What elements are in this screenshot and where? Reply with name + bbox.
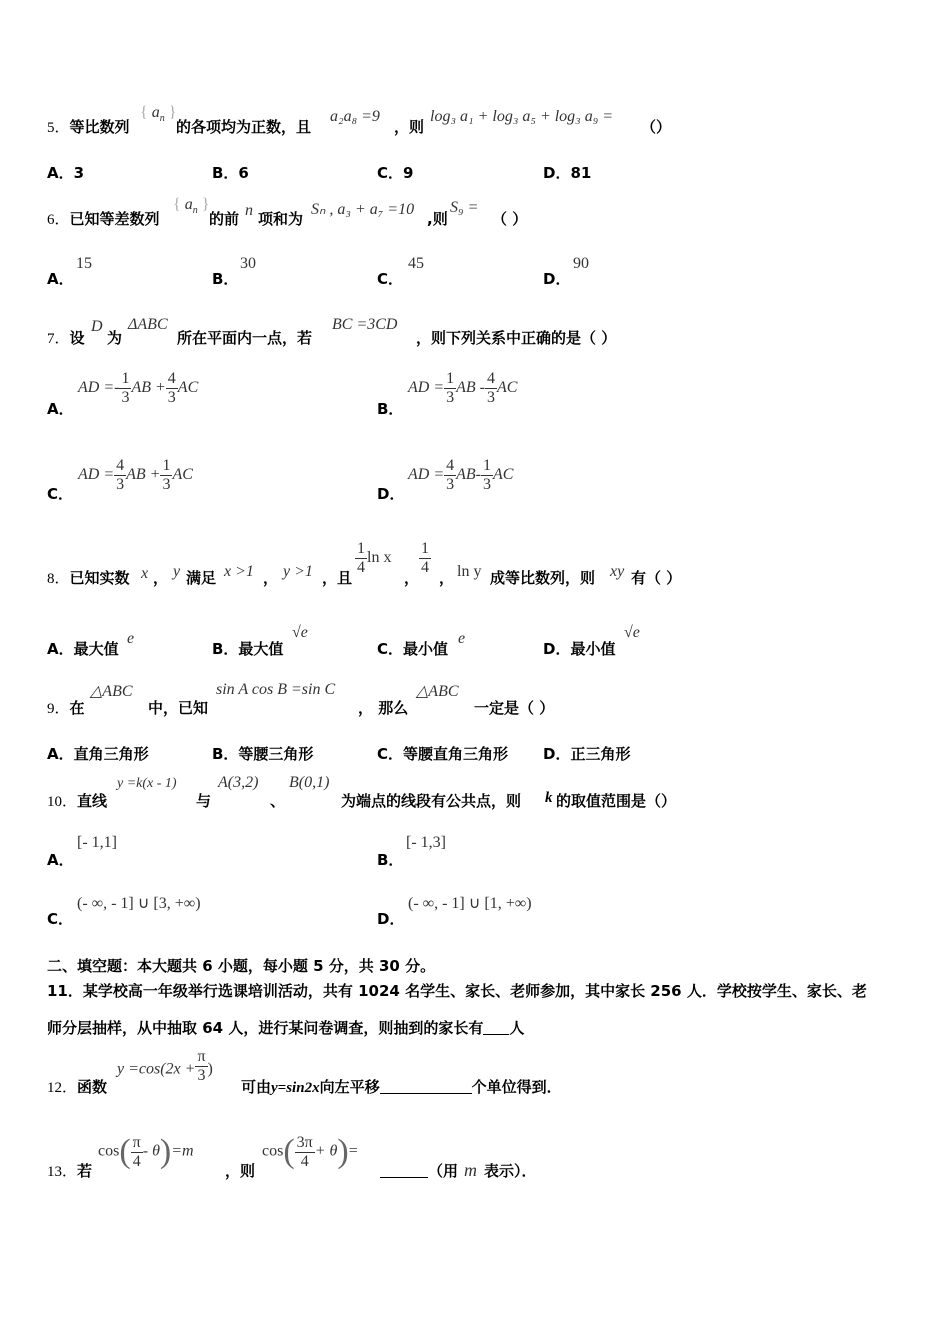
q8-text4: ， bbox=[263, 569, 279, 587]
q7-b-coef1: 1 bbox=[446, 370, 455, 387]
q12-func-math bbox=[117, 1048, 213, 1084]
q10-option-c-label[interactable]: C． bbox=[47, 910, 74, 928]
q10-line-math: y =k(x - 1) bbox=[117, 776, 177, 791]
q10-option-d-label[interactable]: D． bbox=[377, 910, 405, 928]
q13-f1-den: 4 bbox=[132, 1152, 141, 1170]
q8-f1-num: 1 bbox=[357, 540, 365, 557]
q7-d-end: AC bbox=[493, 465, 514, 483]
q9-number: 9． bbox=[47, 701, 70, 717]
q6-text2: 的前 bbox=[209, 210, 240, 228]
q13-f1-num: π bbox=[132, 1133, 141, 1151]
q10-option-c-value[interactable]: (- ∞, - 1] ∪ [3, +∞) bbox=[77, 895, 201, 912]
q7-triangle-math: ΔABC bbox=[128, 316, 168, 333]
q11-line2-text: 师分层抽样，从中抽取 64 人，进行某问卷调查，则抽到的家长有 bbox=[47, 1019, 484, 1037]
q9-text1: 在 bbox=[69, 699, 85, 717]
q6-text3: 项和为 bbox=[258, 210, 304, 228]
q8-text2: ， bbox=[153, 569, 169, 587]
q8-xy-math: xy bbox=[610, 563, 625, 580]
q7-b-mid: AB - bbox=[456, 378, 485, 396]
q10-option-d-value[interactable]: (- ∞, - 1] ∪ [1, +∞) bbox=[408, 895, 532, 912]
q7-number: 7． bbox=[47, 331, 70, 347]
q7-text1: 设 bbox=[69, 329, 85, 347]
q7-a-den2: 3 bbox=[167, 388, 176, 406]
q8-option-c-value: e bbox=[458, 630, 466, 647]
q7-d-coef2: 1 bbox=[483, 457, 491, 474]
q5-option-b[interactable]: B．6 bbox=[212, 164, 249, 182]
q13-cos2: cos bbox=[262, 1142, 284, 1160]
q13-number: 13． bbox=[47, 1164, 78, 1180]
q12-number: 12． bbox=[47, 1080, 78, 1096]
q10-option-b-value[interactable]: [- 1,3] bbox=[406, 834, 446, 851]
q12-sin-func: y=sin2x bbox=[271, 1080, 320, 1096]
q7-option-b-math[interactable] bbox=[408, 370, 517, 406]
q7-a-mid: AB + bbox=[131, 378, 166, 396]
q10-point-b-math: B(0,1) bbox=[289, 774, 330, 791]
q12-frac-num: π bbox=[197, 1048, 206, 1065]
q12-func-rparen: ) bbox=[207, 1060, 213, 1078]
q8-text9: 有（ ） bbox=[631, 569, 682, 587]
q9-text3: ， 那么 bbox=[358, 699, 409, 717]
q8-f1-tail: ln x bbox=[367, 548, 392, 566]
q8-option-b-value: √e bbox=[292, 624, 308, 641]
q13-target-math: cos( $\frac{3\pi}{4}$ + θ)= bbox=[262, 1133, 358, 1170]
q12-text2: 可由 bbox=[241, 1078, 272, 1096]
q7-option-d-label[interactable]: D． bbox=[377, 485, 405, 503]
q9-option-b[interactable]: B．等腰三角形 bbox=[212, 745, 314, 763]
q8-option-a-value: e bbox=[127, 630, 135, 647]
q11-answer-blank[interactable] bbox=[483, 1034, 509, 1035]
q7-line bbox=[47, 327, 85, 348]
q9-option-c[interactable]: C．等腰直角三角形 bbox=[377, 745, 509, 763]
q7-text2: 为 bbox=[107, 329, 123, 347]
q9-option-a[interactable]: A．直角三角形 bbox=[47, 745, 149, 763]
q8-option-a[interactable]: A．最大值 bbox=[47, 640, 119, 658]
q8-term2-math bbox=[419, 540, 431, 576]
q5-text3: ，则 bbox=[394, 118, 425, 136]
q13-line-b bbox=[380, 1160, 458, 1181]
q6-option-c-value[interactable]: 45 bbox=[408, 255, 424, 272]
q7-cond-math: BC =3CD bbox=[332, 316, 398, 333]
q7-c-den2: 3 bbox=[162, 475, 171, 493]
q5-text1: 等比数列 bbox=[69, 118, 130, 136]
q5-text4: （） bbox=[641, 118, 672, 136]
q5-log-math: log₃ a₁ + log₃ a₅ + log₃ a₉ = bbox=[430, 108, 614, 125]
q8-text6: ， bbox=[404, 569, 420, 587]
q6-seq-math: { $a_n$ } bbox=[173, 196, 210, 216]
q7-a-coef2: 4 bbox=[167, 370, 176, 387]
q7-c-coef2: 1 bbox=[162, 457, 171, 474]
q10-number: 10． bbox=[47, 794, 78, 810]
q6-n-math: n bbox=[245, 202, 253, 219]
q6-text5: （ ） bbox=[492, 210, 528, 228]
q10-k: k bbox=[545, 790, 553, 806]
q8-lny-math: ln y bbox=[457, 563, 482, 580]
q7-option-d-math[interactable] bbox=[408, 457, 513, 493]
q6-cond-math: Sₙ , a₃ + a₇ =10 bbox=[311, 201, 415, 218]
q6-option-a-label[interactable]: A． bbox=[47, 270, 74, 288]
q7-b-lhs: AD = bbox=[408, 378, 445, 396]
q8-text1: 已知实数 bbox=[69, 569, 130, 587]
q12-line bbox=[47, 1076, 107, 1097]
q12-func-lhs: y =cos(2x + bbox=[117, 1060, 196, 1078]
q5-number: 5． bbox=[47, 120, 70, 136]
q7-d-mid: AB- bbox=[456, 465, 481, 483]
q8-cond1-math: x >1 bbox=[224, 563, 254, 580]
q12-line-b bbox=[241, 1076, 562, 1097]
q6-option-b-value[interactable]: 30 bbox=[240, 255, 256, 272]
q6-s9-math: S₉ = bbox=[450, 199, 479, 216]
q5-cond-math: a₂a₈ =9 bbox=[330, 108, 380, 125]
q7-d-coef1: 4 bbox=[446, 457, 455, 474]
q6-text4: ,则 bbox=[427, 210, 448, 228]
q10-text6: 的取值范围是（） bbox=[556, 792, 677, 810]
q13-m-math: m bbox=[464, 1160, 477, 1180]
q11-line1: 11．某学校高一年级举行选课培训活动，共有 1024 名学生、家长、老师参加，其中家长 256 人．学校按学生、家长、老 bbox=[47, 982, 867, 1000]
q13-f1-tail: - θ bbox=[142, 1142, 160, 1160]
q10-text1: 直线 bbox=[77, 792, 108, 810]
q12-answer-blank[interactable] bbox=[380, 1093, 472, 1094]
q5-seq-sub: n bbox=[159, 113, 165, 124]
q7-b-den2: 3 bbox=[487, 388, 495, 406]
q13-cond-math: cos( $\frac{\pi}{4}$ - θ)=m bbox=[98, 1133, 194, 1170]
q6-option-d-label[interactable]: D． bbox=[543, 270, 571, 288]
q7-d-lhs: AD = bbox=[408, 465, 445, 483]
q5-option-d[interactable]: D．81 bbox=[543, 164, 592, 182]
q8-x-math: x bbox=[141, 565, 149, 582]
q13-f2-den: 4 bbox=[300, 1152, 309, 1170]
q9-text2: 中，已知 bbox=[148, 699, 209, 717]
q8-f2-den: 4 bbox=[421, 558, 429, 576]
q8-cond2-math: y >1 bbox=[283, 563, 313, 580]
q5-option-c[interactable]: C．9 bbox=[377, 164, 414, 182]
q7-b-coef2: 4 bbox=[487, 370, 495, 387]
q11-line2-end: 人 bbox=[509, 1019, 525, 1037]
q13-line bbox=[47, 1160, 92, 1181]
q8-term1-math bbox=[355, 540, 391, 576]
q7-c-lhs: AD = bbox=[78, 465, 115, 483]
q8-line bbox=[47, 567, 130, 588]
q8-option-b[interactable]: B．最大值 bbox=[212, 640, 284, 658]
q8-text3: 满足 bbox=[186, 569, 217, 587]
q6-option-d-value[interactable]: 90 bbox=[573, 255, 589, 272]
q13-text4: 表示）． bbox=[484, 1162, 537, 1180]
q7-d-math: D bbox=[91, 318, 103, 335]
q8-number: 8． bbox=[47, 571, 70, 587]
q13-text2: ，则 bbox=[225, 1162, 256, 1180]
q9-line bbox=[47, 697, 85, 718]
q7-text4: ，则下列关系中正确的是（ ） bbox=[416, 329, 617, 347]
q7-a-lhs: AD =- bbox=[78, 378, 120, 396]
q7-option-c-math[interactable] bbox=[78, 457, 193, 493]
q8-text8: 成等比数列，则 bbox=[490, 569, 596, 587]
q6-line bbox=[47, 208, 160, 229]
q7-option-b-label[interactable]: B． bbox=[377, 400, 404, 418]
q7-a-coef1: 1 bbox=[121, 370, 130, 387]
q13-eq1: =m bbox=[171, 1142, 194, 1160]
q9-cond-math: sin A cos B =sin C bbox=[216, 681, 336, 698]
q8-f1-den: 4 bbox=[357, 558, 365, 576]
q9-triangle-math: △ABC bbox=[90, 683, 133, 700]
q13-cos1: cos bbox=[98, 1142, 120, 1160]
q13-f2-num: 3π bbox=[296, 1133, 313, 1151]
q6-option-a-value[interactable]: 15 bbox=[76, 255, 92, 272]
q7-b-den1: 3 bbox=[446, 388, 455, 406]
q10-line bbox=[47, 790, 107, 811]
q12-text5: 个单位得到． bbox=[471, 1078, 562, 1096]
q9-option-d[interactable]: D．正三角形 bbox=[543, 745, 631, 763]
q10-option-a-label[interactable]: A． bbox=[47, 851, 74, 869]
q13-text1: 若 bbox=[77, 1162, 93, 1180]
q13-eq2: = bbox=[348, 1142, 358, 1160]
q7-b-end: AC bbox=[497, 378, 518, 396]
q10-text2: 与 bbox=[196, 792, 212, 810]
q8-text7: ， bbox=[439, 569, 455, 587]
q6-seq-a: a bbox=[184, 196, 193, 213]
q8-f2-num: 1 bbox=[421, 540, 429, 557]
q12-frac-den: 3 bbox=[197, 1066, 206, 1084]
q7-c-end: AC bbox=[172, 465, 193, 483]
q6-number: 6． bbox=[47, 212, 70, 228]
q7-d-den1: 3 bbox=[446, 475, 455, 493]
q6-option-b-label[interactable]: B． bbox=[212, 270, 239, 288]
q8-option-d-value: √e bbox=[624, 624, 640, 641]
q7-a-end: AC bbox=[177, 378, 199, 396]
q7-a-den1: 3 bbox=[121, 388, 130, 406]
q11-line2 bbox=[47, 1017, 524, 1038]
q6-seq-sub: n bbox=[192, 205, 198, 216]
q8-y-math: y bbox=[173, 563, 181, 580]
q7-c-mid: AB + bbox=[126, 465, 161, 483]
q10-option-a-value[interactable]: [- 1,1] bbox=[77, 834, 117, 851]
q13-answer-blank[interactable] bbox=[380, 1177, 428, 1178]
q10-option-b-label[interactable]: B． bbox=[377, 851, 404, 869]
q12-text1: 函数 bbox=[77, 1078, 108, 1096]
q7-option-a-math[interactable] bbox=[78, 370, 198, 406]
q10-text4: 为端点的线段有公共点，则 bbox=[341, 792, 522, 810]
q10-point-a-math: A(3,2) bbox=[218, 774, 259, 791]
q5-seq-math: { $a_n$ } bbox=[140, 104, 177, 124]
q7-d-den2: 3 bbox=[483, 475, 491, 493]
q7-c-coef1: 4 bbox=[116, 457, 125, 474]
q7-text3: 所在平面内一点，若 bbox=[177, 329, 313, 347]
q9-text4: 一定是（ ） bbox=[474, 699, 555, 717]
q8-option-c[interactable]: C．最小值 bbox=[377, 640, 449, 658]
q13-f2-tail: + θ bbox=[314, 1142, 338, 1160]
q9-triangle2-math: △ABC bbox=[416, 683, 459, 700]
q13-text3: （用 bbox=[428, 1162, 459, 1180]
q5-seq-a: a bbox=[151, 104, 160, 121]
q7-c-den1: 3 bbox=[116, 475, 125, 493]
q12-text4: 向左平移 bbox=[319, 1078, 380, 1096]
q5-line bbox=[47, 116, 130, 137]
q5-text2: 的各项均为正数，且 bbox=[176, 118, 312, 136]
q6-option-c-label[interactable]: C． bbox=[377, 270, 404, 288]
q7-option-a-label[interactable]: A． bbox=[47, 400, 74, 418]
q6-text1: 已知等差数列 bbox=[69, 210, 160, 228]
q7-option-c-label[interactable]: C． bbox=[47, 485, 74, 503]
q8-text5: ，且 bbox=[322, 569, 353, 587]
q8-option-d[interactable]: D．最小值 bbox=[543, 640, 616, 658]
q10-text3: 、 bbox=[270, 792, 286, 810]
q5-option-a[interactable]: A．3 bbox=[47, 164, 85, 182]
section-2-heading: 二、填空题：本大题共 6 小题，每小题 5 分，共 30 分。 bbox=[47, 957, 436, 975]
